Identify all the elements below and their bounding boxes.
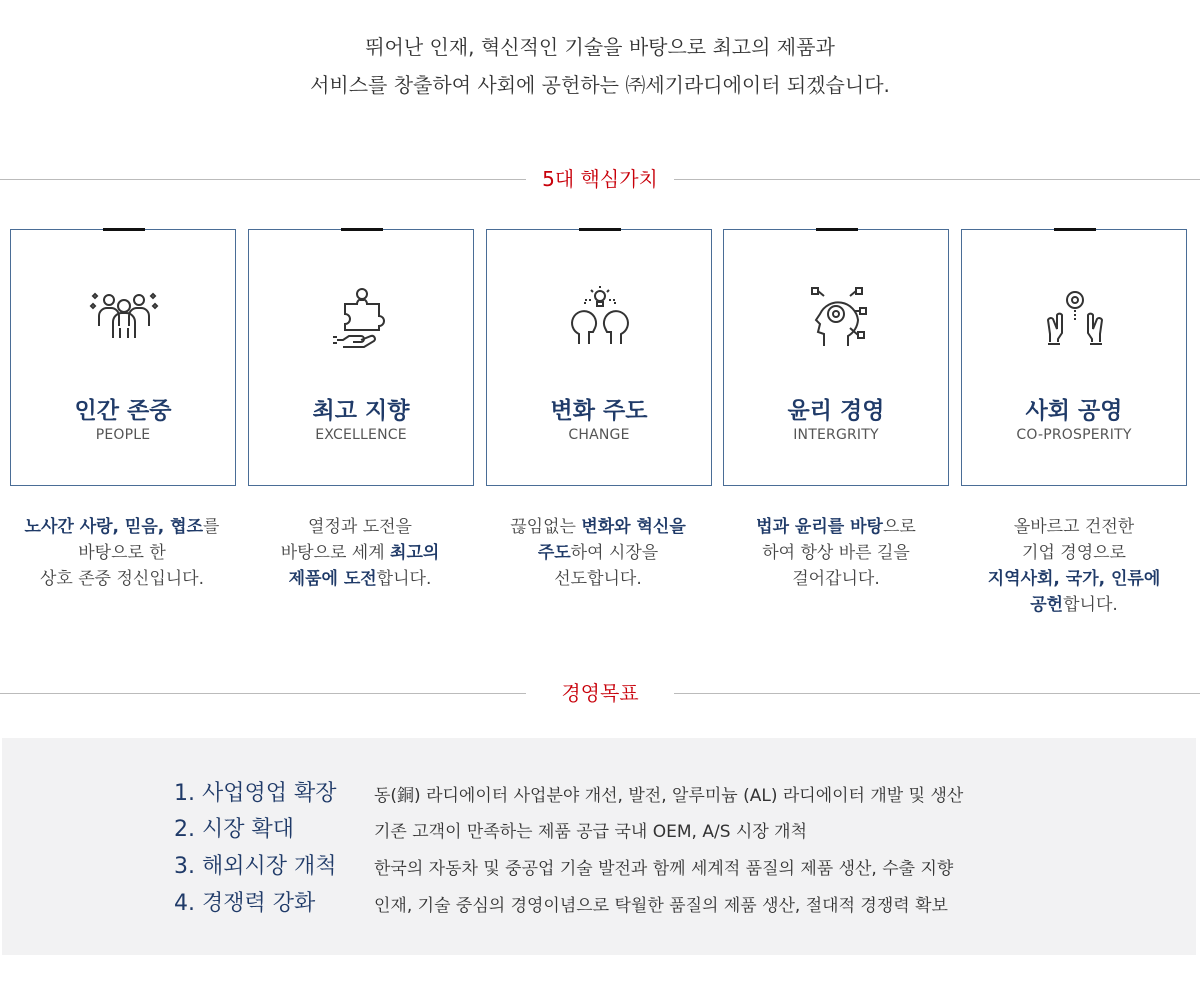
value-desc-integrity xyxy=(718,514,954,592)
goal-row xyxy=(2,886,1196,920)
card-notch xyxy=(103,228,145,231)
intro-line-2: 서비스를 창출하여 사회에 공헌하는 ㈜세기라디에이터 되겠습니다. xyxy=(310,73,890,97)
goals-section-title: 경영목표 xyxy=(551,681,648,705)
desc-text: 하여 시장을 xyxy=(570,543,659,563)
desc-highlight: 변화와 혁신을 xyxy=(581,517,686,537)
value-subtitle: INTERGRITY xyxy=(793,427,879,443)
desc-text: 걸어갑니다. xyxy=(792,569,880,589)
desc-highlight: 제품에 도전 xyxy=(288,569,377,589)
goal-desc: 동(銅) 라디에이터 사업분야 개선, 발전, 알루미늄 (AL) 라디에이터 개발 및 생산 xyxy=(374,786,964,806)
goal-title: 1. 사업영업 확장 xyxy=(174,781,337,806)
value-card-integrity xyxy=(723,229,949,486)
desc-text: 끊임없는 xyxy=(510,517,582,537)
card-notch xyxy=(579,228,621,231)
card-notch xyxy=(1054,228,1096,231)
values-section-title: 5대 핵심가치 xyxy=(532,167,668,191)
value-title: 윤리 경영 xyxy=(787,398,885,424)
desc-text: 바탕으로 한 xyxy=(78,543,166,563)
card-notch xyxy=(816,228,858,231)
value-subtitle: CHANGE xyxy=(568,427,630,443)
desc-highlight: 주도 xyxy=(537,543,571,563)
desc-text: 상호 존중 정신입니다. xyxy=(39,569,204,589)
desc-text: 하여 항상 바른 길을 xyxy=(762,543,910,563)
goal-desc: 한국의 자동차 및 중공업 기술 발전과 함께 세계적 품질의 제품 생산, 수출 지향 xyxy=(374,859,954,879)
desc-text: 올바르고 건전한 xyxy=(1013,517,1135,537)
heads-lightbulb-icon xyxy=(565,282,635,352)
hands-gear-icon xyxy=(1040,282,1110,352)
desc-text: 기업 경영으로 xyxy=(1022,543,1126,563)
value-subtitle: PEOPLE xyxy=(95,427,151,443)
goal-desc: 기존 고객이 만족하는 제품 공급 국내 OEM, A/S 시장 개척 xyxy=(374,822,807,842)
goals-section-header xyxy=(0,678,1200,708)
desc-text: 열정과 도전을 xyxy=(308,517,412,537)
goal-title: 2. 시장 확대 xyxy=(174,817,294,842)
value-title: 인간 존중 xyxy=(74,398,172,424)
value-card-people xyxy=(10,229,236,486)
desc-text: 으로 xyxy=(882,517,916,537)
desc-text: 선도합니다. xyxy=(554,569,642,589)
value-subtitle: EXCELLENCE xyxy=(315,427,407,443)
value-card-change xyxy=(486,229,712,486)
value-title: 사회 공영 xyxy=(1025,398,1123,424)
goal-title: 4. 경쟁력 강화 xyxy=(174,891,316,916)
value-desc-coprosperity xyxy=(956,514,1192,618)
card-notch xyxy=(341,228,383,231)
desc-text: 합니다. xyxy=(1063,595,1118,615)
value-subtitle: CO-PROSPERITY xyxy=(1016,427,1132,443)
goal-title: 3. 해외시장 개척 xyxy=(174,854,337,879)
desc-highlight: 노사간 사랑, 믿음, 협조 xyxy=(24,517,204,537)
goal-row xyxy=(2,849,1196,883)
goal-row xyxy=(2,776,1196,810)
value-card-excellence xyxy=(248,229,474,486)
goal-row xyxy=(2,812,1196,846)
desc-text: 합니다. xyxy=(376,569,432,589)
intro-line-1: 뛰어난 인재, 혁신적인 기술을 바탕으로 최고의 제품과 xyxy=(365,35,835,59)
value-title: 변화 주도 xyxy=(550,398,648,424)
value-title: 최고 지향 xyxy=(312,398,410,424)
puzzle-lightbulb-hand-icon xyxy=(327,282,397,352)
desc-highlight: 공헌 xyxy=(1030,595,1064,615)
desc-text: 를 xyxy=(203,517,220,537)
values-section-header xyxy=(0,164,1200,194)
goals-panel xyxy=(2,738,1196,955)
value-desc-excellence xyxy=(242,514,478,592)
head-gear-icon xyxy=(802,282,872,352)
value-card-coprosperity xyxy=(961,229,1187,486)
desc-text: 바탕으로 세계 xyxy=(280,543,391,563)
value-desc-change xyxy=(480,514,716,592)
intro-text xyxy=(0,28,1200,104)
desc-highlight: 지역사회, 국가, 인류에 xyxy=(987,569,1161,589)
desc-highlight: 법과 윤리를 바탕 xyxy=(756,517,883,537)
value-desc-people xyxy=(4,514,240,592)
desc-highlight: 최고의 xyxy=(390,543,440,563)
people-group-icon xyxy=(89,282,159,352)
goal-desc: 인재, 기술 중심의 경영이념으로 탁월한 품질의 제품 생산, 절대적 경쟁력 확보 xyxy=(374,896,948,916)
